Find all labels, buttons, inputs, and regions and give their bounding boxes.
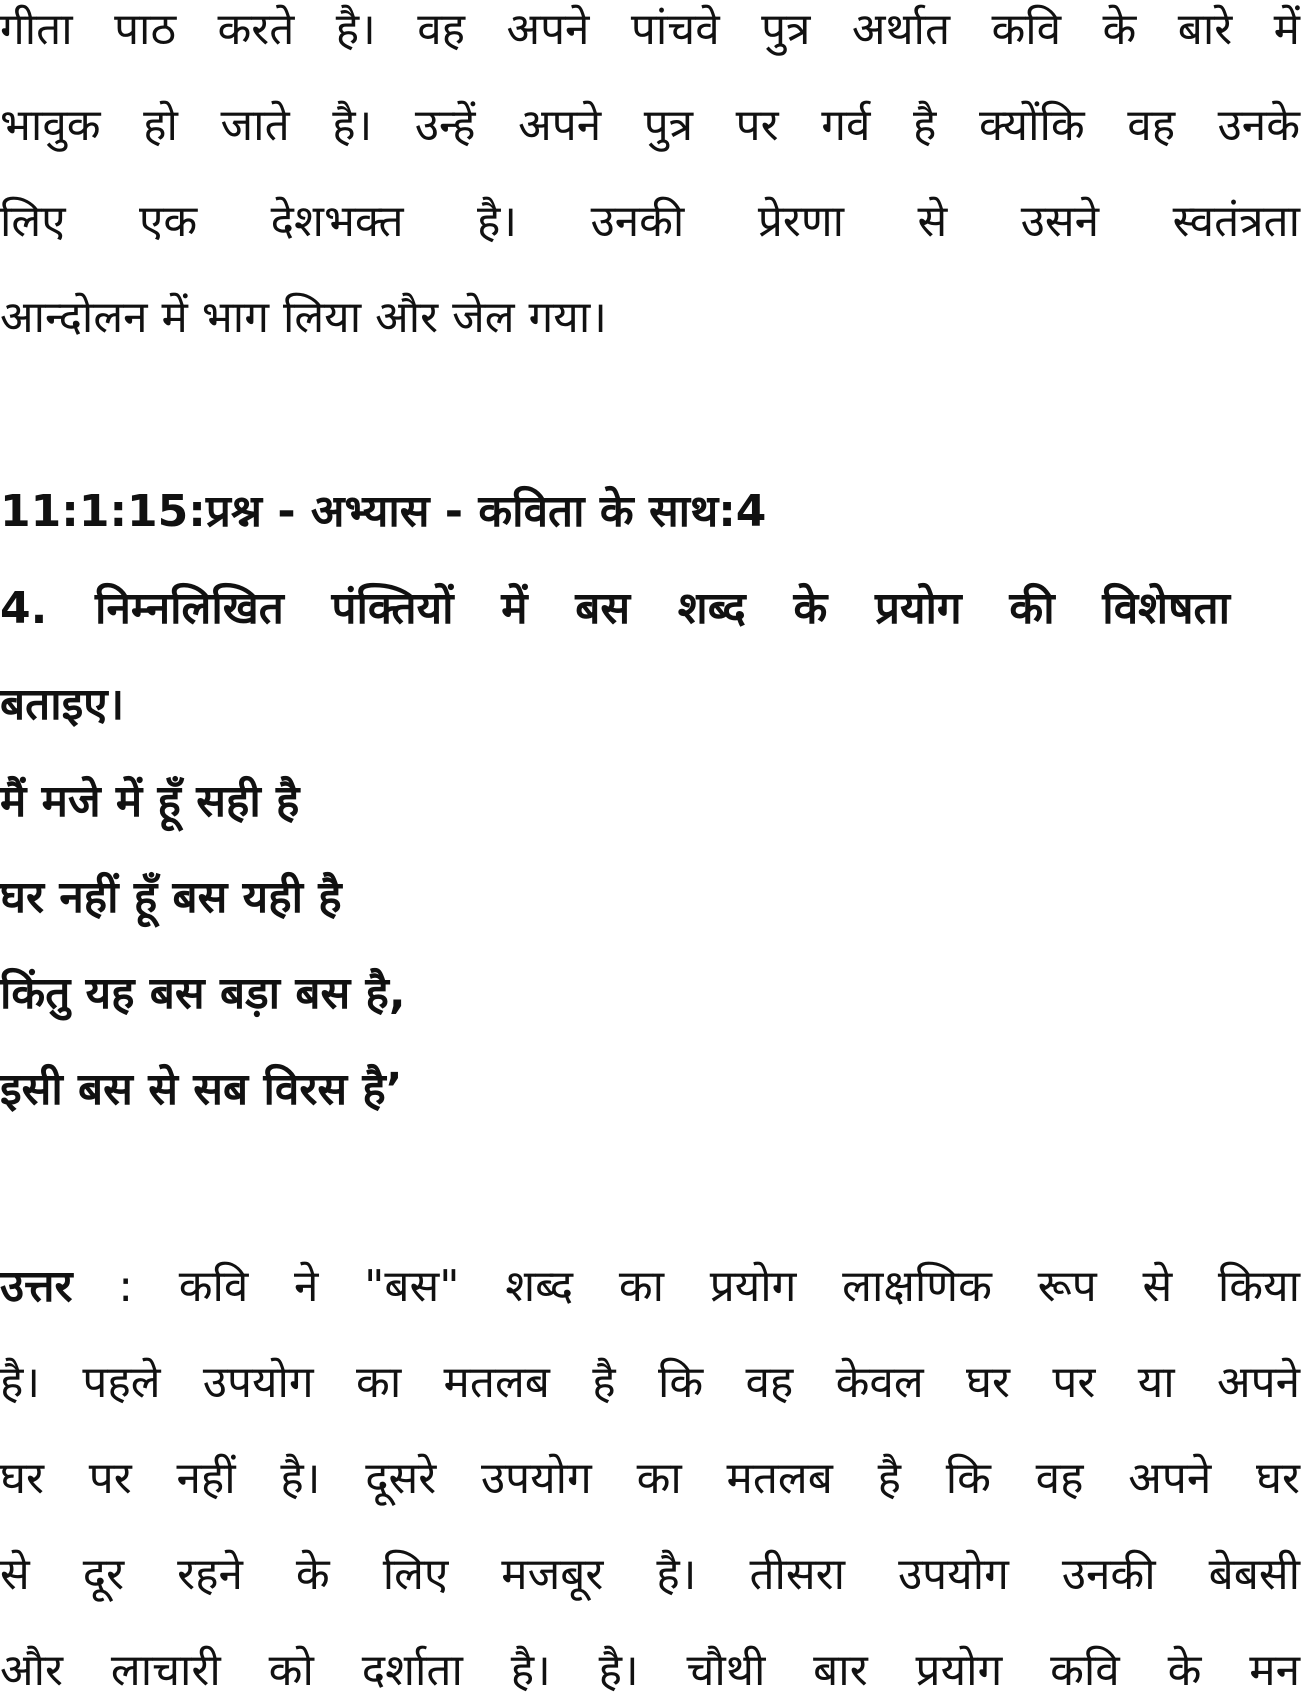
- answer-line-1: [0, 1261, 1300, 1312]
- answer-line-2: है। पहले उपयोग का मतलब है कि वह केवल घर पर या अपने: [0, 1357, 1300, 1408]
- answer-line-5: और लाचारी को दर्शाता है। है। चौथी बार प्रयोग कवि के मन: [0, 1645, 1301, 1696]
- section-heading: 11:1:15:प्रश्न - अभ्यास - कविता के साथ:4: [0, 486, 767, 537]
- answer-line-3: घर पर नहीं है। दूसरे उपयोग का मतलब है कि वह अपने घर: [0, 1453, 1300, 1504]
- intro-line-4: आन्दोलन में भाग लिया और जेल गया।: [0, 292, 607, 343]
- verse-line-1: मैं मजे में हूँ सही है: [0, 776, 300, 827]
- question-line-1: 4. निम्नलिखित पंक्तियों में बस शब्द के प्रयोग की विशेषता: [0, 583, 1230, 634]
- answer-line-4: से दूर रहने के लिए मजबूर है। तीसरा उपयोग उनकी बेबसी: [0, 1549, 1300, 1600]
- verse-line-2: घर नहीं हूँ बस यही है: [0, 872, 342, 923]
- answer-label: उत्तर: [0, 1261, 73, 1312]
- intro-line-1: गीता पाठ करते है। वह अपने पांचवे पुत्र अर्थात कवि के बारे में: [0, 4, 1300, 55]
- intro-line-2: भावुक हो जाते है। उन्हें अपने पुत्र पर गर्व है क्योंकि वह उनके: [0, 100, 1300, 151]
- answer-first-line-text: : कवि ने "बस" शब्द का प्रयोग लाक्षणिक रूप से किया: [72, 1261, 1300, 1312]
- question-line-2: बताइए।: [0, 679, 125, 730]
- intro-line-3: लिए एक देशभक्त है। उनकी प्रेरणा से उसने स्वतंत्रता: [0, 196, 1300, 247]
- verse-line-3: किंतु यह बस बड़ा बस है,: [0, 968, 406, 1019]
- verse-line-4: इसी बस से सब विरस है’: [0, 1064, 403, 1115]
